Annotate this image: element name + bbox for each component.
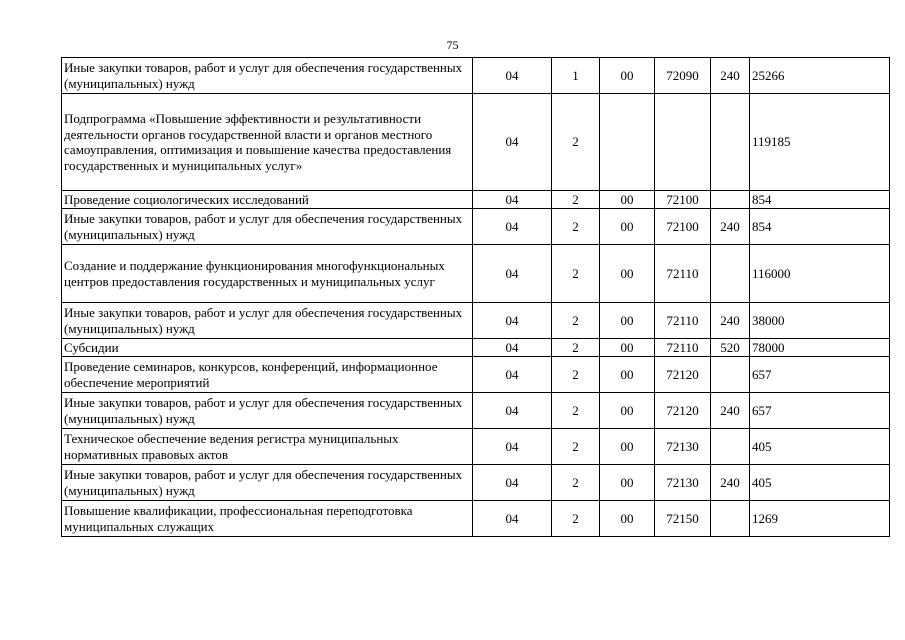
section-code-cell: 04 — [473, 357, 552, 393]
subprogram-code-cell: 2 — [552, 303, 600, 339]
target-code-cell: 72110 — [655, 245, 711, 303]
section-code-cell: 04 — [473, 393, 552, 429]
table-row — [62, 209, 890, 245]
amount-cell: 854 — [750, 209, 890, 245]
table-row — [62, 357, 890, 393]
target-code-cell: 72120 — [655, 393, 711, 429]
target-code-cell: 72120 — [655, 357, 711, 393]
section-code-cell: 04 — [473, 58, 552, 94]
amount-cell: 25266 — [750, 58, 890, 94]
expense-type-cell: 520 — [711, 339, 750, 357]
expense-type-cell: 240 — [711, 303, 750, 339]
target-code-cell: 72100 — [655, 191, 711, 209]
program-code-cell: 00 — [600, 209, 655, 245]
expense-type-cell: 240 — [711, 465, 750, 501]
target-code-cell: 72090 — [655, 58, 711, 94]
row-name-cell: Иные закупки товаров, работ и услуг для обеспечения государственных (муниципальных) нужд — [62, 58, 473, 94]
section-code-cell: 04 — [473, 209, 552, 245]
section-code-cell: 04 — [473, 429, 552, 465]
target-code-cell — [655, 94, 711, 191]
expense-type-cell: 240 — [711, 393, 750, 429]
expense-type-cell — [711, 501, 750, 537]
row-name-cell: Подпрограмма «Повышение эффективности и результативности деятельности органов государственной власти и органов местного самоуправления, оптимизация и повышение качества предоставления государственных и муниципальных услуг» — [62, 94, 473, 191]
row-name-cell: Иные закупки товаров, работ и услуг для обеспечения государственных (муниципальных) нужд — [62, 393, 473, 429]
amount-cell: 1269 — [750, 501, 890, 537]
table-row — [62, 58, 890, 94]
expense-type-cell — [711, 245, 750, 303]
row-name-cell: Проведение социологических исследований — [62, 191, 473, 209]
subprogram-code-cell: 2 — [552, 465, 600, 501]
amount-cell: 119185 — [750, 94, 890, 191]
subprogram-code-cell: 2 — [552, 357, 600, 393]
amount-cell: 657 — [750, 357, 890, 393]
subprogram-code-cell: 1 — [552, 58, 600, 94]
program-code-cell: 00 — [600, 429, 655, 465]
expense-type-cell — [711, 357, 750, 393]
amount-cell: 854 — [750, 191, 890, 209]
row-name-cell: Иные закупки товаров, работ и услуг для обеспечения государственных (муниципальных) нужд — [62, 303, 473, 339]
expense-type-cell — [711, 429, 750, 465]
table-row — [62, 245, 890, 303]
expense-type-cell: 240 — [711, 58, 750, 94]
row-name-cell: Проведение семинаров, конкурсов, конференций, информационное обеспечение мероприятий — [62, 357, 473, 393]
table-row — [62, 429, 890, 465]
row-name-cell: Субсидии — [62, 339, 473, 357]
amount-cell: 38000 — [750, 303, 890, 339]
row-name-cell: Создание и поддержание функционирования многофункциональных центров предоставления государственных и муниципальных услуг — [62, 245, 473, 303]
subprogram-code-cell: 2 — [552, 209, 600, 245]
target-code-cell: 72130 — [655, 465, 711, 501]
budget-table — [61, 57, 890, 537]
program-code-cell: 00 — [600, 501, 655, 537]
amount-cell: 657 — [750, 393, 890, 429]
expense-type-cell: 240 — [711, 209, 750, 245]
section-code-cell: 04 — [473, 339, 552, 357]
subprogram-code-cell: 2 — [552, 245, 600, 303]
section-code-cell: 04 — [473, 303, 552, 339]
table-row — [62, 191, 890, 209]
program-code-cell: 00 — [600, 245, 655, 303]
budget-table-body — [62, 58, 890, 537]
table-row — [62, 393, 890, 429]
program-code-cell: 00 — [600, 357, 655, 393]
amount-cell: 405 — [750, 429, 890, 465]
table-row — [62, 94, 890, 191]
row-name-cell: Иные закупки товаров, работ и услуг для обеспечения государственных (муниципальных) нужд — [62, 465, 473, 501]
row-name-cell: Повышение квалификации, профессиональная переподготовка муниципальных служащих — [62, 501, 473, 537]
section-code-cell: 04 — [473, 245, 552, 303]
table-row — [62, 501, 890, 537]
program-code-cell: 00 — [600, 191, 655, 209]
program-code-cell: 00 — [600, 393, 655, 429]
program-code-cell: 00 — [600, 465, 655, 501]
subprogram-code-cell: 2 — [552, 94, 600, 191]
section-code-cell: 04 — [473, 94, 552, 191]
program-code-cell: 00 — [600, 339, 655, 357]
amount-cell: 116000 — [750, 245, 890, 303]
subprogram-code-cell: 2 — [552, 191, 600, 209]
section-code-cell: 04 — [473, 465, 552, 501]
subprogram-code-cell: 2 — [552, 393, 600, 429]
target-code-cell: 72130 — [655, 429, 711, 465]
subprogram-code-cell: 2 — [552, 429, 600, 465]
target-code-cell: 72150 — [655, 501, 711, 537]
page-number: 75 — [446, 38, 459, 52]
subprogram-code-cell: 2 — [552, 339, 600, 357]
section-code-cell: 04 — [473, 191, 552, 209]
section-code-cell: 04 — [473, 501, 552, 537]
expense-type-cell — [711, 191, 750, 209]
row-name-cell: Техническое обеспечение ведения регистра муниципальных нормативных правовых актов — [62, 429, 473, 465]
table-row — [62, 303, 890, 339]
subprogram-code-cell: 2 — [552, 501, 600, 537]
target-code-cell: 72110 — [655, 339, 711, 357]
amount-cell: 405 — [750, 465, 890, 501]
table-row — [62, 339, 890, 357]
program-code-cell: 00 — [600, 303, 655, 339]
table-row — [62, 465, 890, 501]
target-code-cell: 72100 — [655, 209, 711, 245]
row-name-cell: Иные закупки товаров, работ и услуг для обеспечения государственных (муниципальных) нужд — [62, 209, 473, 245]
program-code-cell — [600, 94, 655, 191]
amount-cell: 78000 — [750, 339, 890, 357]
expense-type-cell — [711, 94, 750, 191]
program-code-cell: 00 — [600, 58, 655, 94]
target-code-cell: 72110 — [655, 303, 711, 339]
